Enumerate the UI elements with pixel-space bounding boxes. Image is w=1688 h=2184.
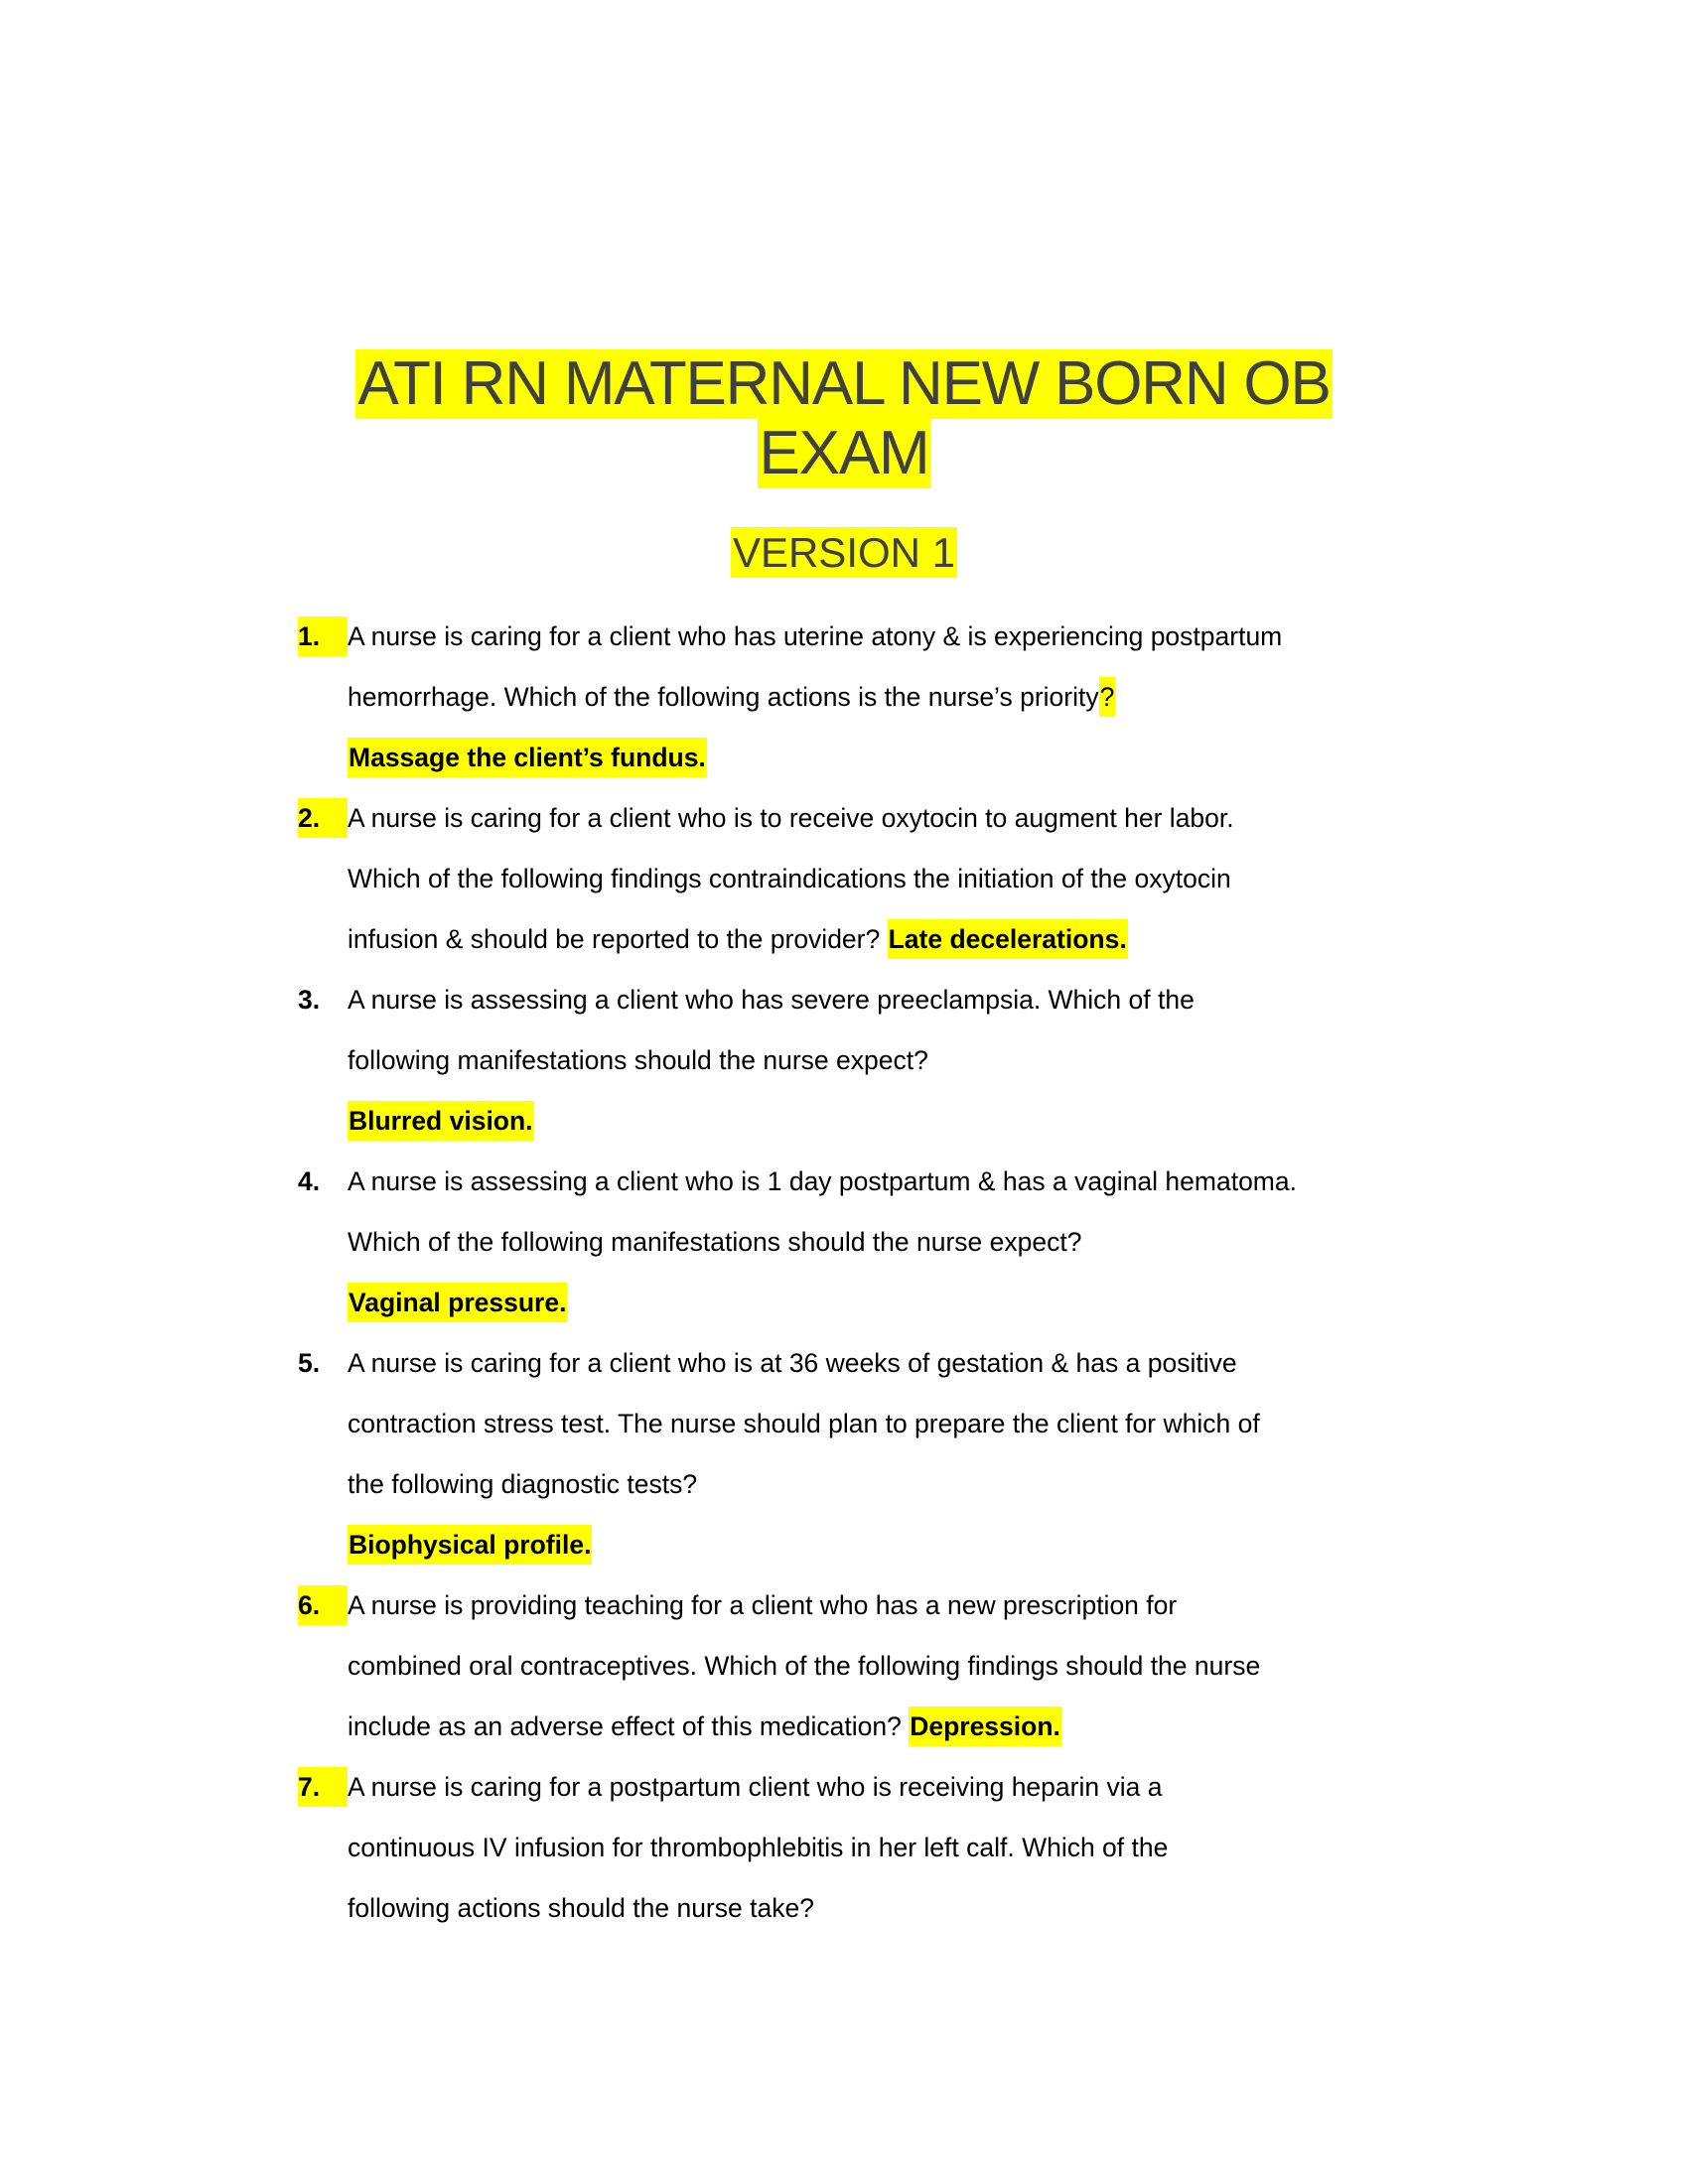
question-number: 1.	[298, 616, 348, 656]
question-text: Which of the following findings contraindications the initiation of the oxytocin	[348, 864, 1231, 893]
question-line	[298, 1757, 1440, 1818]
question-1	[298, 607, 1440, 788]
title-text-2: EXAM	[759, 419, 929, 487]
question-text: A nurse is assessing a client who is 1 day postpartum & has a vaginal hematoma.	[348, 1166, 1297, 1196]
question-text: A nurse is caring for a client who has uterine atony & is experiencing postpartum	[348, 621, 1283, 651]
question-text: continuous IV infusion for thrombophlebitis in her left calf. Which of the	[348, 1833, 1169, 1862]
question-number: 6.	[298, 1585, 348, 1625]
question-text: A nurse is assessing a client who has severe preeclampsia. Which of the	[348, 985, 1195, 1015]
question-line	[298, 1333, 1440, 1394]
answer-line	[298, 1515, 1440, 1575]
question-text: A nurse is caring for a postpartum client who is receiving heparin via a	[348, 1772, 1163, 1802]
question-text: combined oral contraceptives. Which of the following findings should the nurse	[348, 1651, 1261, 1681]
question-3	[298, 970, 1440, 1152]
question-line	[298, 970, 1440, 1030]
question-4	[298, 1152, 1440, 1333]
version-text: VERSION 1	[732, 529, 956, 576]
question-line	[298, 1636, 1440, 1697]
question-line	[298, 1212, 1440, 1273]
question-number: 3.	[298, 985, 321, 1015]
question-line	[298, 788, 1440, 849]
question-number: 5.	[298, 1348, 321, 1378]
question-line	[298, 1152, 1440, 1212]
question-text: Which of the following manifestations should the nurse expect?	[348, 1227, 1082, 1257]
question-line	[298, 1575, 1440, 1636]
version-label	[0, 527, 1688, 578]
question-line	[298, 1030, 1440, 1091]
question-line	[298, 1818, 1440, 1878]
question-text: the following diagnostic tests?	[348, 1469, 698, 1499]
answer-line	[298, 728, 1440, 788]
answer-text: Late decelerations.	[888, 919, 1128, 959]
document-title	[0, 349, 1688, 488]
question-text: contraction stress test. The nurse should plan to prepare the client for which of	[348, 1409, 1260, 1438]
question-line	[298, 1697, 1440, 1757]
question-text: infusion & should be reported to the provider?	[348, 924, 888, 954]
title-line-2	[0, 419, 1688, 488]
answer-text: Blurred vision.	[348, 1101, 534, 1141]
question-line	[298, 1394, 1440, 1454]
question-number: 2.	[298, 798, 348, 838]
question-text: following actions should the nurse take?	[348, 1893, 814, 1923]
answer-text: Massage the client’s fundus.	[348, 738, 707, 777]
question-line	[298, 849, 1440, 909]
highlighted-question-mark: ?	[1099, 677, 1116, 717]
question-line	[298, 909, 1440, 970]
question-line	[298, 1878, 1440, 1939]
question-line	[298, 607, 1440, 667]
question-text: A nurse is caring for a client who is at 36 weeks of gestation & has a positive	[348, 1348, 1237, 1378]
question-text: A nurse is providing teaching for a client who has a new prescription for	[348, 1590, 1178, 1620]
answer-text: Vaginal pressure.	[348, 1283, 567, 1322]
answer-text: Biophysical profile.	[348, 1525, 592, 1565]
answer-line	[298, 1273, 1440, 1333]
question-line	[298, 1454, 1440, 1515]
question-6	[298, 1575, 1440, 1757]
question-2	[298, 788, 1440, 970]
question-5	[298, 1333, 1440, 1575]
question-text: following manifestations should the nurse expect?	[348, 1045, 928, 1075]
question-7	[298, 1757, 1440, 1939]
question-text: include as an adverse effect of this medication?	[348, 1711, 910, 1741]
question-list	[298, 607, 1440, 1939]
title-text-1: ATI RN MATERNAL NEW BORN OB	[357, 349, 1331, 418]
answer-line	[298, 1091, 1440, 1152]
question-number: 4.	[298, 1166, 321, 1196]
question-text: hemorrhage. Which of the following actions is the nurse’s priority	[348, 682, 1099, 712]
question-number: 7.	[298, 1767, 348, 1807]
title-line-1	[0, 349, 1688, 419]
question-line	[298, 667, 1440, 728]
answer-text: Depression.	[909, 1706, 1061, 1746]
question-text: A nurse is caring for a client who is to receive oxytocin to augment her labor.	[348, 803, 1234, 833]
